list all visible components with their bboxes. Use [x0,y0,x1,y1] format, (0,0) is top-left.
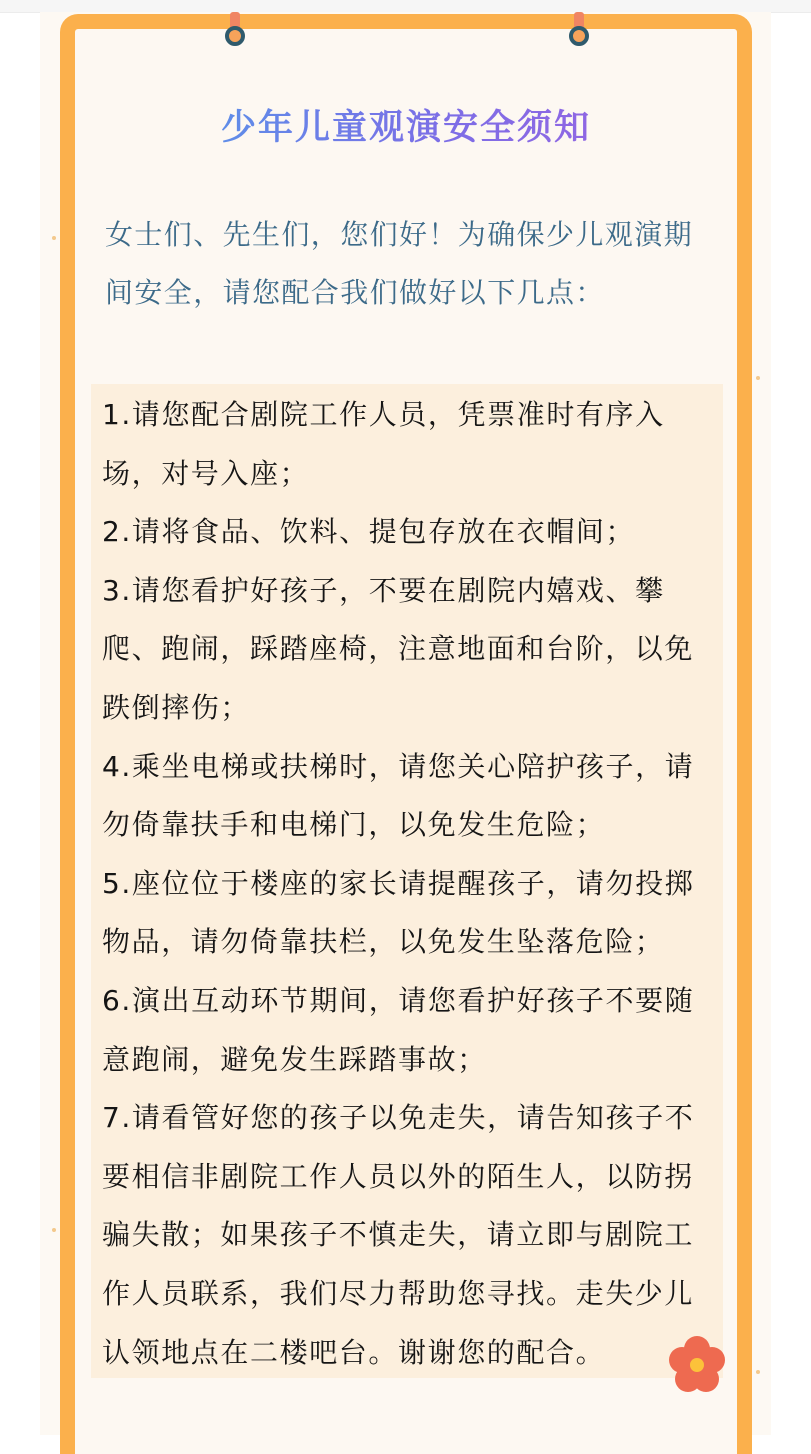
pushpin-icon [566,12,592,46]
notice-title: 少年儿童观演安全须知 [60,100,752,150]
pushpin-icon [222,12,248,46]
notice-intro: 女士们、先生们，您们好！为确保少儿观演期间安全，请您配合我们做好以下几点： [105,218,694,309]
rule-item: 6.演出互动环节期间，请您看护好孩子不要随意跑闹，避免发生踩踏事故； [102,983,695,1076]
rule-item: 4.乘坐电梯或扶梯时，请您关心陪护孩子，请勿倚靠扶手和电梯门，以免发生危险； [102,749,695,842]
decor-dot [756,1370,760,1374]
rule-item: 3.请您看护好孩子，不要在剧院内嬉戏、攀爬、跑闹，踩踏座椅，注意地面和台阶，以免跌倒摔伤； [102,573,695,724]
rules-list [102,386,714,1382]
flower-icon [666,1334,728,1396]
rule-item: 5.座位位于楼座的家长请提醒孩子，请勿投掷物品，请勿倚靠扶栏，以免发生坠落危险； [102,866,695,959]
decor-dot [52,236,56,240]
decor-dot [756,376,760,380]
rule-item: 7.请看管好您的孩子以免走失，请告知孩子不要相信非剧院工作人员以外的陌生人，以防拐骗失散；如果孩子不慎走失，请立即与剧院工作人员联系，我们尽力帮助您寻找。走失少儿认领地点在二楼吧台。谢谢您的配合。 [102,1101,695,1369]
rule-item: 1.请您配合剧院工作人员，凭票准时有序入场，对号入座； [102,398,665,490]
rule-item: 2.请将食品、饮料、提包存放在衣帽间； [102,515,636,549]
decor-dot [52,1228,56,1232]
